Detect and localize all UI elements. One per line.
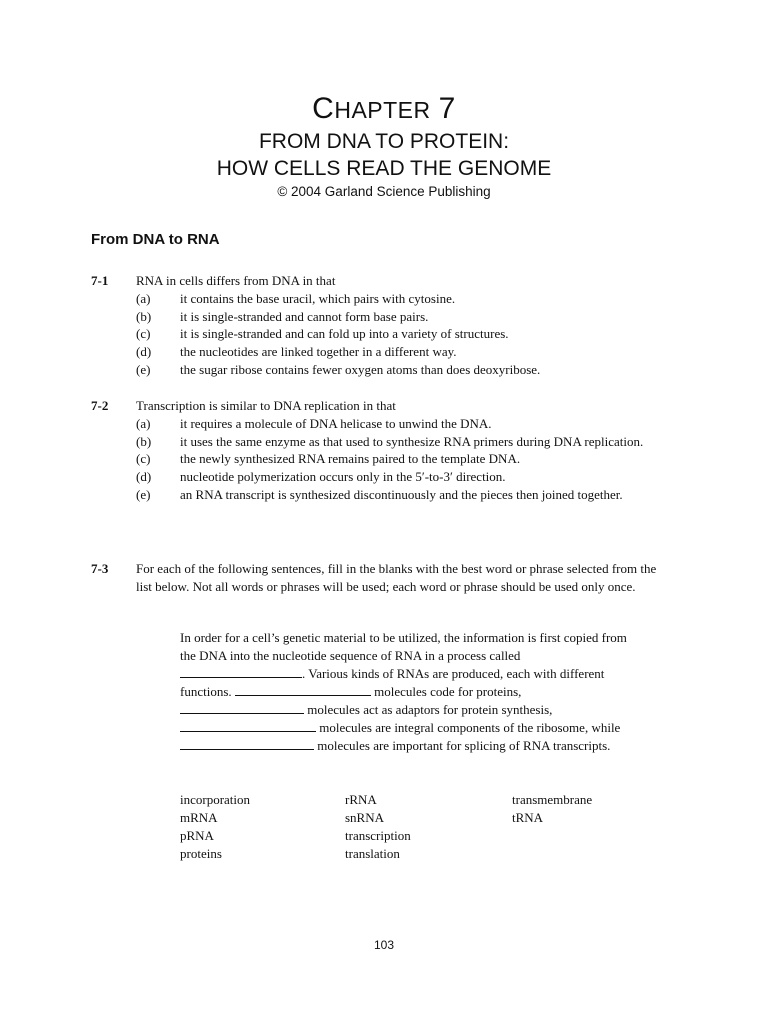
- option-label: (b): [136, 308, 152, 324]
- option-text: the newly synthesized RNA remains paired to the template DNA.: [180, 451, 521, 467]
- paragraph-text: molecules are integral components of the ribosome, while: [319, 720, 621, 735]
- option-text: an RNA transcript is synthesized discontinuously and the pieces then joined together.: [180, 486, 623, 502]
- option-text: it uses the same enzyme as that used to synthesize RNA primers during DNA replication.: [180, 433, 644, 449]
- question-7-2: [91, 397, 671, 504]
- option-text: nucleotide polymerization occurs only in the 5′-to-3′ direction.: [180, 469, 506, 485]
- option: [136, 325, 671, 343]
- option: [136, 415, 671, 433]
- option: [136, 290, 671, 308]
- option: [136, 343, 671, 361]
- paragraph-text: molecules are important for splicing of RNA transcripts.: [317, 738, 611, 753]
- word-option: proteins: [180, 846, 222, 861]
- word-option: pRNA: [180, 828, 214, 843]
- option-label: (d): [136, 469, 152, 485]
- question-stem: For each of the following sentences, fill in the blanks with the best word or phrase selected from the list below. Not all words or phrases will be used; each word or phrase should be used only once.: [136, 561, 657, 594]
- word-option: transcription: [345, 828, 411, 843]
- option-label: (a): [136, 290, 151, 306]
- question-number: 7-3: [91, 561, 109, 576]
- option-label: (b): [136, 433, 152, 449]
- blank-3: [180, 701, 304, 714]
- copyright-line: © 2004 Garland Science Publishing: [277, 184, 491, 199]
- paragraph-text: . Various kinds of RNAs are produced, each with different functions.: [180, 666, 605, 699]
- option: [136, 468, 671, 486]
- word-option: mRNA: [180, 810, 218, 825]
- chapter-number: 7: [438, 92, 456, 125]
- paragraph-text: molecules act as adaptors for protein synthesis,: [307, 702, 553, 717]
- option: [136, 450, 671, 468]
- page-number: 103: [373, 938, 395, 952]
- title-line-1: FROM DNA TO PROTEIN:: [258, 130, 510, 153]
- blank-5: [180, 737, 314, 750]
- chapter-initial: C: [312, 92, 335, 125]
- question-number: 7-1: [91, 273, 109, 288]
- word-option: tRNA: [512, 810, 544, 825]
- word-option: translation: [345, 846, 400, 861]
- paragraph-text: In order for a cell’s genetic material to be utilized, the information is first copied from the DNA into the nucleotide sequence of RNA in a process called: [180, 630, 627, 663]
- word-column-2: [345, 791, 505, 863]
- option-label: (c): [136, 451, 151, 467]
- option: [136, 361, 671, 379]
- word-column-1: [180, 791, 340, 863]
- option-label: (a): [136, 415, 151, 431]
- option-text: it requires a molecule of DNA helicase to unwind the DNA.: [180, 415, 492, 431]
- word-option: transmembrane: [512, 792, 593, 807]
- question-number: 7-2: [91, 398, 109, 413]
- option-label: (c): [136, 326, 151, 342]
- blank-2: [235, 683, 371, 696]
- question-stem: RNA in cells differs from DNA in that: [136, 273, 336, 288]
- section-title: From DNA to RNA: [91, 231, 220, 248]
- question-7-1: [91, 272, 671, 379]
- question-7-3: [91, 560, 671, 596]
- blank-4: [180, 719, 316, 732]
- option-label: (e): [136, 361, 151, 377]
- fill-in-paragraph: [180, 629, 640, 755]
- title-line-2: HOW CELLS READ THE GENOME: [216, 157, 552, 180]
- option-label: (d): [136, 344, 152, 360]
- option-label: (e): [136, 486, 151, 502]
- option-text: it contains the base uracil, which pairs with cytosine.: [180, 290, 456, 306]
- word-option: rRNA: [345, 792, 377, 807]
- option: [136, 486, 671, 504]
- word-option: incorporation: [180, 792, 251, 807]
- option: [136, 433, 671, 451]
- blank-1: [180, 665, 302, 678]
- option-text: the nucleotides are linked together in a different way.: [180, 344, 457, 360]
- option-text: it is single-stranded and can fold up into a variety of structures.: [180, 326, 509, 342]
- option-text: it is single-stranded and cannot form base pairs.: [180, 308, 429, 324]
- word-column-3: [512, 791, 672, 827]
- question-stem: Transcription is similar to DNA replication in that: [136, 398, 396, 413]
- word-option: snRNA: [345, 810, 385, 825]
- option-text: the sugar ribose contains fewer oxygen atoms than does deoxyribose.: [180, 361, 541, 377]
- paragraph-text: molecules code for proteins,: [374, 684, 522, 699]
- chapter-word: HAPTER: [334, 97, 431, 123]
- option: [136, 308, 671, 326]
- chapter-heading: [0, 92, 768, 126]
